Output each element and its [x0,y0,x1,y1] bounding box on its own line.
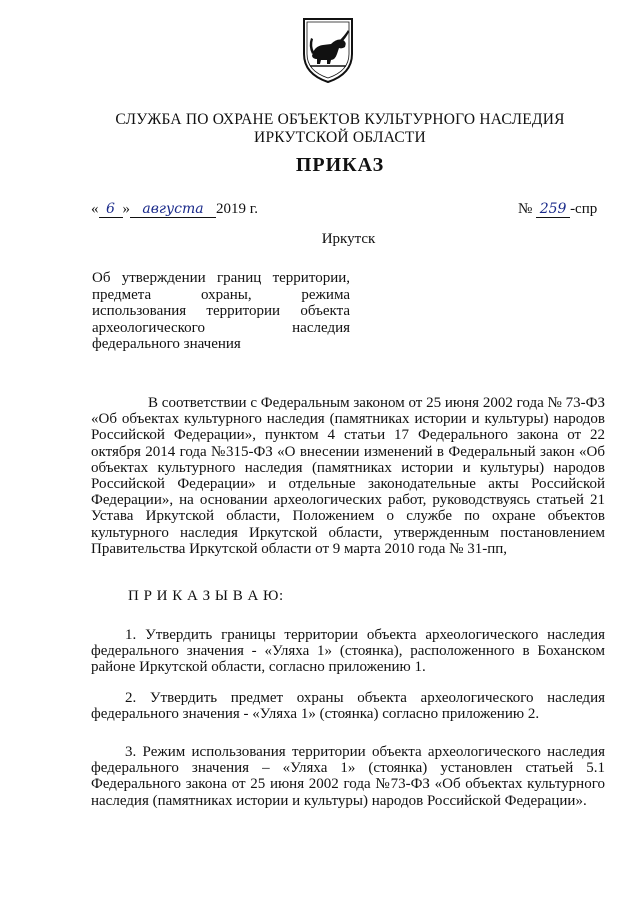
paragraph-line: «Об объектах культурного наследия (памятниках истории и культуры) народов [91,411,605,428]
paragraph-line: районе Иркутской области, согласно приложению 1. [91,659,426,676]
order-item-3 [91,744,605,809]
number-suffix: -спр [570,201,598,217]
paragraph-line: культурного наследия Иркутской области, утвержденным постановлением [91,524,605,541]
subject-line: федерального значения [92,336,241,352]
paragraph-line: Правительства Иркутской области от 9 марта 2010 года № 31-пп, [91,540,507,557]
preamble-paragraph [91,395,605,557]
paragraph-line: Федерального закона от 25 июня 2002 года №73-ФЗ «Об объектах культурного [91,776,605,793]
paragraph-line: федерального значения – «Уляха 1» (стоянка) установлен статьей 5.1 [91,760,605,777]
paragraph-line: октября 2014 года №315-ФЗ «О внесении изменений в Федеральный закон «Об [91,443,605,460]
paragraph-line: В соответствии с Федеральным законом от 25 июня 2002 года № 73-ФЗ [148,395,605,411]
paragraph-line: Российской Федерации» и отдельные законодательные акты Российской [91,475,605,492]
number-sign: № [518,201,533,217]
order-number [518,201,597,218]
subject-line: использования территории объекта [92,303,350,319]
order-word: П Р И К А З Ы В А Ю: [128,588,284,604]
subject-line: археологического наследия [92,319,350,336]
date-open-quote: « [91,201,99,217]
number-value-handwritten: 259 [536,202,570,218]
date-day-handwritten: 6 [99,202,123,218]
document-type-title: ПРИКАЗ [295,154,385,176]
date-month-handwritten: августа [130,202,216,218]
paragraph-line: Российской Федерации», пунктом 4 статьи 17 Федерального закона от 22 [91,427,605,444]
paragraph-line: объектах культурного наследия (памятниках истории и культуры) народов [91,459,605,476]
paragraph-line: Устава Иркутской области, Положением о службе по охране объектов [91,508,605,525]
paragraph-line: 3. Режим использования территории объекта археологического наследия [125,744,605,760]
date-year: 2019 г. [216,201,258,217]
paragraph-line: 1. Утвердить границы территории объекта археологического наследия [125,627,605,643]
order-subject [92,270,350,353]
city-name: Иркутск [321,231,376,247]
paragraph-line: Федерации», на основании археологических работ, руководствуясь статьей 21 [91,492,605,509]
irkutsk-coat-of-arms-icon [301,16,355,84]
paragraph-line: 2. Утвердить предмет охраны объекта археологического наследия [125,690,605,706]
date-close-quote: » [122,201,130,217]
order-item-1 [91,627,605,676]
paragraph-line: федерального значения - «Уляха 1» (стоянка) согласно приложению 2. [91,706,540,723]
subject-line: Об утверждении границ территории, [92,270,350,286]
order-item-2 [91,690,605,722]
subject-line: предмета охраны, режима [92,286,350,303]
organization-name-line2: ИРКУТСКОЙ ОБЛАСТИ [254,129,426,146]
organization-name-line1: СЛУЖБА ПО ОХРАНЕ ОБЪЕКТОВ КУЛЬТУРНОГО НАСЛЕДИЯ [115,111,565,128]
order-date [91,201,258,218]
paragraph-line: наследия (памятниках истории и культуры) народов Российской Федерации». [91,792,587,809]
paragraph-line: федерального значения - «Уляха 1» (стоянка), расположенного в Боханском [91,643,605,660]
